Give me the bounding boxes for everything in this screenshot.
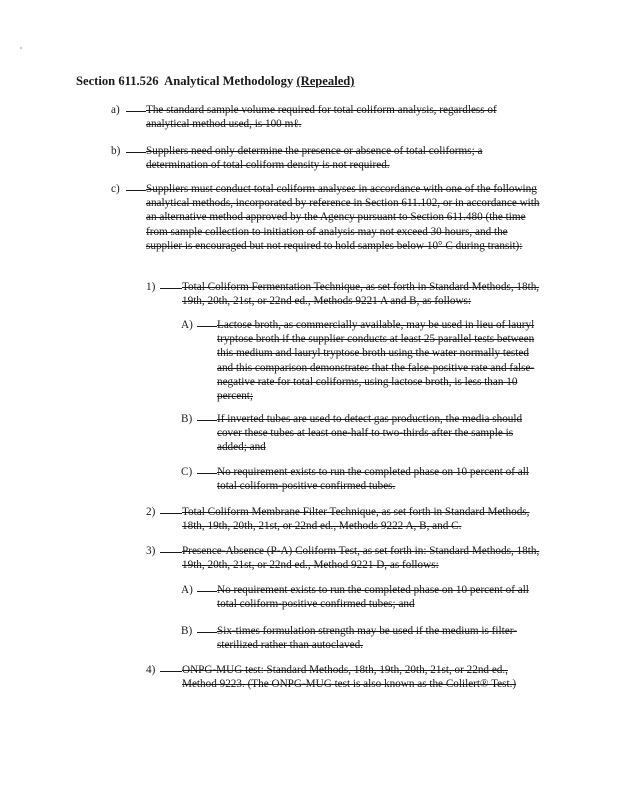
item-text: The standard sample volume required for total coliform analysis, regardless of analytical method used, is 100 mℓ. [146, 104, 497, 131]
strike-leader [160, 671, 182, 672]
strike-leader [126, 190, 146, 191]
item-text: If inverted tubes are used to detect gas production, the media should cover these tubes at least one-half to two-thirds after the sample is added; and [217, 413, 523, 454]
item-label: c) [111, 183, 120, 195]
item-text: No requirement exists to run the completed phase on 10 percent of all total coliform-positive confirmed tubes. [217, 466, 529, 493]
item-label: C) [181, 466, 193, 478]
item-text: Suppliers must conduct total coliform analyses in accordance with one of the following analytical methods, incorporated by reference in Section 611.102, or in accordance with an alternative method approved by the Agency pursuant to Section 611.480 (the time from sample collection to initiation of analysis may not exceed 30 hours, and the supplier is encouraged but not required to hold samples below 10° C during transit): [146, 183, 540, 252]
item-label: b) [111, 145, 121, 157]
strike-leader [197, 473, 217, 474]
strike-leader [126, 111, 146, 112]
item-text: ONPG-MUG test: Standard Methods, 18th, 19th, 20th, 21st, or 22nd ed., Method 9223. (The ONPG-MUG test is also known as the Colilert® Test.) [182, 664, 517, 691]
item-label: A) [181, 584, 193, 596]
item-text: Six-times formulation strength may be used if the medium is filter-sterilized rather than autoclaved. [217, 625, 517, 652]
strike-leader [160, 288, 182, 289]
repealed-status: (Repealed) [296, 74, 355, 88]
strike-leader [197, 632, 217, 633]
strike-leader [160, 552, 182, 553]
item-label: A) [181, 319, 193, 331]
item-label: B) [181, 625, 193, 637]
strike-leader [197, 420, 217, 421]
strike-leader [197, 326, 217, 327]
item-label: a) [111, 104, 120, 116]
item-label: 4) [146, 664, 156, 676]
item-text: Presence-Absence (P-A) Coliform Test, as set forth in: Standard Methods, 18th, 19th, 20th, 21st, or 22nd ed., Method 9221 D, as follows: [182, 545, 540, 572]
item-text: Lactose broth, as commercially available, may be used in lieu of lauryl tryptose broth if the supplier conducts at least 25 parallel tests between this medium and lauryl tryptose broth using the water normally tested and this comparison demonstrates that the false-positive rate and false-negative rate for total coliforms, using lactose broth, is less than 10 percent; [217, 319, 535, 403]
item-text: No requirement exists to run the completed phase on 10 percent of all total coliform-positive confirmed tubes; and [217, 584, 529, 611]
item-label: 2) [146, 506, 156, 518]
item-text: Suppliers need only determine the presence or absence of total coliforms; a determination of total coliform density is not required. [146, 145, 483, 172]
strike-leader [126, 152, 146, 153]
item-label: 3) [146, 545, 156, 557]
section-number: Section 611.526 [76, 74, 159, 88]
section-heading [76, 74, 354, 89]
strike-leader [160, 513, 182, 514]
item-label: 1) [146, 281, 156, 293]
item-text: Total Coliform Fermentation Technique, as set forth in Standard Methods, 18th, 19th, 20th, 21st, or 22nd ed., Methods 9221 A and B, as follows: [182, 281, 540, 308]
item-text: Total Coliform Membrane Filter Technique, as set forth in Standard Methods, 18th, 19th, 20th, 21st, or 22nd ed., Methods 9222 A, B, and C. [182, 506, 530, 533]
section-title: Analytical Methodology [164, 74, 294, 88]
scan-speck [20, 47, 22, 49]
strike-leader [197, 591, 217, 592]
item-label: B) [181, 413, 193, 425]
